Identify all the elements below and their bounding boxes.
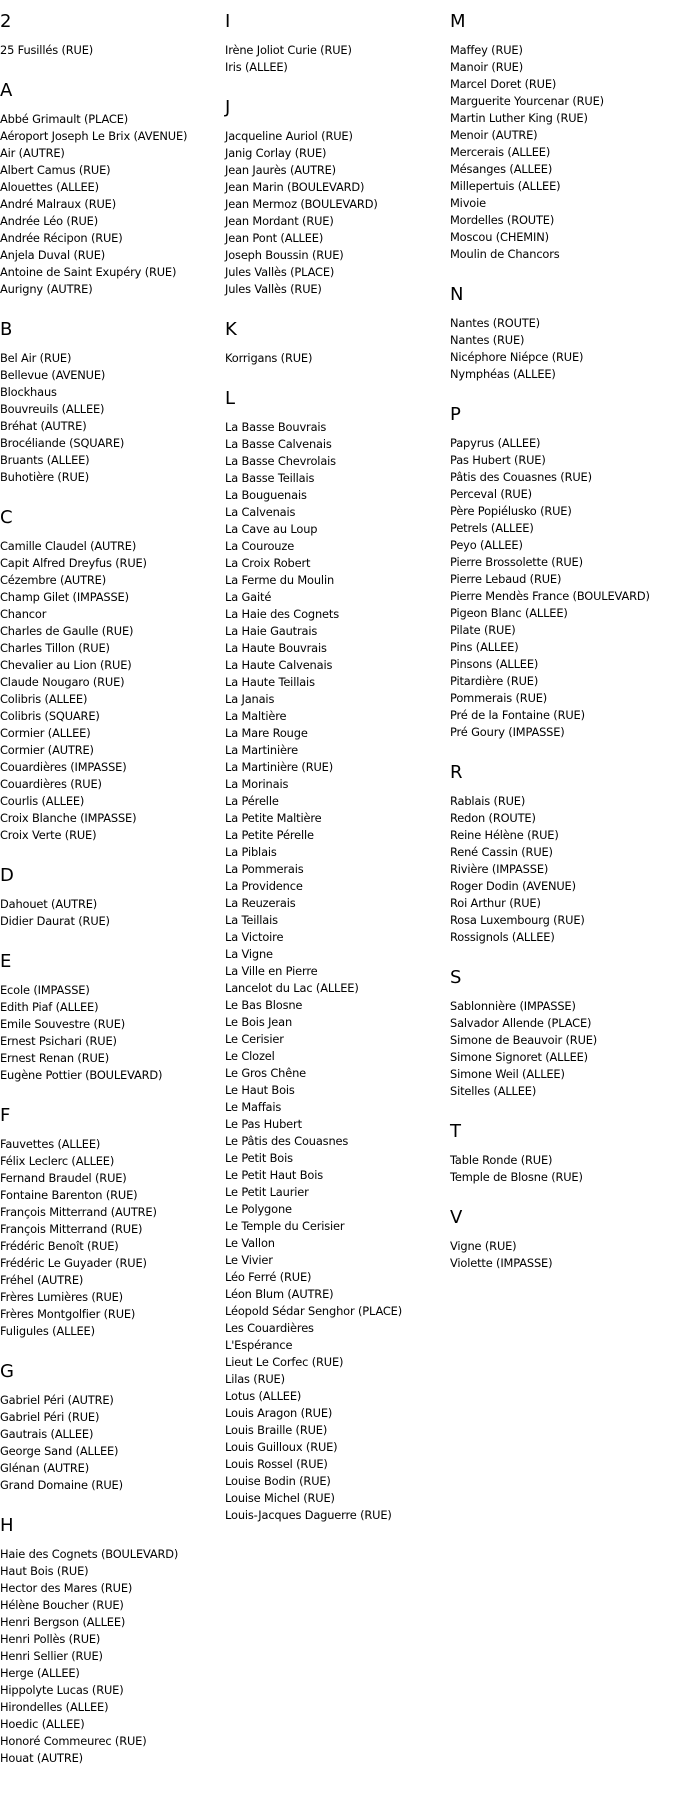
letter-section (0, 80, 222, 298)
letter-section (450, 11, 675, 263)
street-list (0, 111, 222, 298)
street-name: François Mitterrand (AUTRE) (0, 1205, 157, 1219)
street-name: Félix Leclerc (ALLEE) (0, 1154, 115, 1168)
street-list (225, 350, 450, 367)
street-index-column-1 (0, 0, 222, 1767)
street-name: Edith Piaf (ALLEE) (0, 1000, 99, 1014)
street-name: La Teillais (225, 913, 278, 927)
street-name: Le Clozel (225, 1049, 275, 1063)
street-name: La Petite Maltière (225, 811, 322, 825)
street-name: Henri Bergson (ALLEE) (0, 1615, 126, 1629)
street-name: Frédéric Benoît (RUE) (0, 1239, 119, 1253)
street-name: Pierre Brossolette (RUE) (450, 555, 583, 569)
street-name: Jules Vallès (PLACE) (225, 265, 335, 279)
street-name: Albert Camus (RUE) (0, 163, 111, 177)
street-name: La Bouguenais (225, 488, 307, 502)
street-name: Anjela Duval (RUE) (0, 248, 106, 262)
street-name: Buhotière (RUE) (0, 470, 90, 484)
street-name: Ernest Renan (RUE) (0, 1051, 110, 1065)
street-name: Bouvreuils (ALLEE) (0, 402, 105, 416)
street-name: Charles de Gaulle (RUE) (0, 624, 134, 638)
letter-section (450, 284, 675, 383)
street-name: Nicéphore Niépce (RUE) (450, 350, 584, 364)
street-name: Alouettes (ALLEE) (0, 180, 99, 194)
street-list (225, 419, 450, 1524)
section-letter-heading: M (450, 11, 466, 32)
street-name: 25 Fusillés (RUE) (0, 43, 94, 57)
section-letter-heading: K (225, 319, 237, 340)
street-list (0, 1546, 222, 1767)
street-name: La Ferme du Moulin (225, 573, 335, 587)
street-list (225, 128, 450, 298)
street-list (0, 1136, 222, 1340)
street-name: Rablais (RUE) (450, 794, 526, 808)
street-name: Frères Montgolfier (RUE) (0, 1307, 136, 1321)
street-name: Manoir (RUE) (450, 60, 524, 74)
street-name: Pins (ALLEE) (450, 640, 519, 654)
street-name: Frédéric Le Guyader (RUE) (0, 1256, 147, 1270)
street-name: Dahouet (AUTRE) (0, 897, 98, 911)
street-name: Roi Arthur (RUE) (450, 896, 541, 910)
street-name: Cézembre (AUTRE) (0, 573, 107, 587)
street-name: Léon Blum (AUTRE) (225, 1287, 334, 1301)
street-list (0, 982, 222, 1084)
street-name: Roger Dodin (AVENUE) (450, 879, 576, 893)
street-name: Grand Domaine (RUE) (0, 1478, 123, 1492)
letter-section (225, 319, 450, 367)
street-index-column-3 (450, 0, 675, 1272)
letter-section (0, 1515, 222, 1767)
street-name: La Cave au Loup (225, 522, 318, 536)
street-name: Louise Bodin (RUE) (225, 1474, 331, 1488)
street-name: Marguerite Yourcenar (RUE) (450, 94, 604, 108)
street-name: Air (AUTRE) (0, 146, 65, 160)
street-list (0, 538, 222, 844)
street-list (0, 350, 222, 486)
street-name: Le Pas Hubert (225, 1117, 302, 1131)
street-name: Le Petit Laurier (225, 1185, 309, 1199)
street-name: Ernest Psichari (RUE) (0, 1034, 117, 1048)
street-name: Pinsons (ALLEE) (450, 657, 539, 671)
street-name: Joseph Boussin (RUE) (225, 248, 344, 262)
street-name: Le Gros Chêne (225, 1066, 307, 1080)
street-name: Mercerais (ALLEE) (450, 145, 551, 159)
street-name: L'Espérance (225, 1338, 293, 1352)
street-name: Louise Michel (RUE) (225, 1491, 335, 1505)
section-letter-heading: I (225, 11, 231, 32)
street-name: George Sand (ALLEE) (0, 1444, 119, 1458)
street-name: Abbé Grimault (PLACE) (0, 112, 129, 126)
street-name: Maffey (RUE) (450, 43, 523, 57)
street-name: Charles Tillon (RUE) (0, 641, 110, 655)
street-name: Sitelles (ALLEE) (450, 1084, 537, 1098)
section-letter-heading: N (450, 284, 464, 305)
street-name: La Mare Rouge (225, 726, 308, 740)
section-letter-heading: T (450, 1121, 461, 1142)
street-name: Moscou (CHEMIN) (450, 230, 549, 244)
section-letter-heading: H (0, 1515, 14, 1536)
street-name: Iris (ALLEE) (225, 60, 288, 74)
street-name: Andrée Récipon (RUE) (0, 231, 123, 245)
street-name: Korrigans (RUE) (225, 351, 313, 365)
street-name: Lieut Le Corfec (RUE) (225, 1355, 344, 1369)
street-name: Temple de Blosne (RUE) (450, 1170, 583, 1184)
street-name: Fauvettes (ALLEE) (0, 1137, 101, 1151)
street-name: Brocéliande (SQUARE) (0, 436, 125, 450)
street-name: La Basse Teillais (225, 471, 315, 485)
street-name: La Basse Calvenais (225, 437, 332, 451)
street-name: Jean Marin (BOULEVARD) (225, 180, 365, 194)
street-name: Reine Hélène (RUE) (450, 828, 559, 842)
street-index-column-2 (225, 0, 450, 1524)
street-name: Courlis (ALLEE) (0, 794, 85, 808)
street-name: Ecole (IMPASSE) (0, 983, 90, 997)
street-name: Louis Guilloux (RUE) (225, 1440, 338, 1454)
street-list (225, 42, 450, 76)
street-name: Irène Joliot Curie (RUE) (225, 43, 352, 57)
street-name: La Piblais (225, 845, 277, 859)
street-name: Salvador Allende (PLACE) (450, 1016, 592, 1030)
street-name: Simone de Beauvoir (RUE) (450, 1033, 598, 1047)
street-name: Bréhat (AUTRE) (0, 419, 87, 433)
street-name: Fernand Braudel (RUE) (0, 1171, 127, 1185)
section-letter-heading: R (450, 762, 463, 783)
street-name: La Basse Chevrolais (225, 454, 336, 468)
street-list (0, 42, 222, 59)
street-name: Lancelot du Lac (ALLEE) (225, 981, 359, 995)
street-name: La Haie des Cognets (225, 607, 340, 621)
street-name: La Maltière (225, 709, 287, 723)
street-name: François Mitterrand (RUE) (0, 1222, 143, 1236)
street-name: Capit Alfred Dreyfus (RUE) (0, 556, 147, 570)
street-name: Nantes (ROUTE) (450, 316, 540, 330)
street-name: Glénan (AUTRE) (0, 1461, 90, 1475)
street-name: Pierre Mendès France (BOULEVARD) (450, 589, 650, 603)
section-letter-heading: C (0, 507, 13, 528)
street-list (450, 1238, 675, 1272)
street-name: Frères Lumières (RUE) (0, 1290, 123, 1304)
street-list (450, 435, 675, 741)
letter-section (450, 967, 675, 1100)
section-letter-heading: G (0, 1361, 14, 1382)
street-name: Emile Souvestre (RUE) (0, 1017, 126, 1031)
letter-section (450, 762, 675, 946)
street-name: Le Petit Bois (225, 1151, 293, 1165)
street-name: Haie des Cognets (BOULEVARD) (0, 1547, 179, 1561)
street-name: Pommerais (RUE) (450, 691, 548, 705)
street-name: Pâtis des Couasnes (RUE) (450, 470, 592, 484)
section-letter-heading: E (0, 951, 12, 972)
letter-section (0, 319, 222, 486)
street-name: La Calvenais (225, 505, 296, 519)
street-name: Jean Jaurès (AUTRE) (225, 163, 336, 177)
street-name: Louis Aragon (RUE) (225, 1406, 333, 1420)
street-name: La Providence (225, 879, 303, 893)
street-name: Pré de la Fontaine (RUE) (450, 708, 585, 722)
street-name: Croix Blanche (IMPASSE) (0, 811, 137, 825)
street-name: Aéroport Joseph Le Brix (AVENUE) (0, 129, 188, 143)
street-name: Le Bas Blosne (225, 998, 303, 1012)
street-name: Bruants (ALLEE) (0, 453, 90, 467)
street-name: Millepertuis (ALLEE) (450, 179, 561, 193)
street-list (450, 42, 675, 263)
street-name: Rivière (IMPASSE) (450, 862, 549, 876)
street-name: Le Bois Jean (225, 1015, 293, 1029)
street-name: La Haute Teillais (225, 675, 315, 689)
street-name: Bel Air (RUE) (0, 351, 72, 365)
section-letter-heading: F (0, 1105, 11, 1126)
street-name: La Courouze (225, 539, 295, 553)
section-letter-heading: J (225, 97, 231, 118)
street-name: René Cassin (RUE) (450, 845, 553, 859)
street-name: La Haute Bouvrais (225, 641, 327, 655)
street-name: Hoedic (ALLEE) (0, 1717, 85, 1731)
street-name: Louis-Jacques Daguerre (RUE) (225, 1508, 392, 1522)
street-name: Papyrus (ALLEE) (450, 436, 541, 450)
street-name: Léopold Sédar Senghor (PLACE) (225, 1304, 403, 1318)
letter-section (0, 11, 222, 59)
street-name: Louis Rossel (RUE) (225, 1457, 328, 1471)
street-name: Mésanges (ALLEE) (450, 162, 553, 176)
street-name: Le Cerisier (225, 1032, 284, 1046)
street-name: Cormier (ALLEE) (0, 726, 91, 740)
street-name: Haut Bois (RUE) (0, 1564, 89, 1578)
street-name: André Malraux (RUE) (0, 197, 117, 211)
street-name: Sablonnière (IMPASSE) (450, 999, 576, 1013)
street-list (450, 793, 675, 946)
street-name: Chevalier au Lion (RUE) (0, 658, 132, 672)
letter-section (225, 11, 450, 76)
street-name: Mordelles (ROUTE) (450, 213, 555, 227)
letter-section (0, 865, 222, 930)
street-name: Le Maffais (225, 1100, 282, 1114)
street-name: Camille Claudel (AUTRE) (0, 539, 137, 553)
letter-section (0, 1105, 222, 1340)
street-name: Petrels (ALLEE) (450, 521, 534, 535)
street-name: Fréhel (AUTRE) (0, 1273, 84, 1287)
street-name: Pigeon Blanc (ALLEE) (450, 606, 568, 620)
street-name: La Petite Pérelle (225, 828, 314, 842)
street-name: Nantes (RUE) (450, 333, 525, 347)
street-name: Henri Pollès (RUE) (0, 1632, 101, 1646)
street-name: Menoir (AUTRE) (450, 128, 538, 142)
letter-section (450, 1121, 675, 1186)
street-name: Les Couardières (225, 1321, 314, 1335)
street-name: Henri Sellier (RUE) (0, 1649, 103, 1663)
street-name: La Haute Calvenais (225, 658, 333, 672)
street-name: Le Petit Haut Bois (225, 1168, 323, 1182)
street-name: Fontaine Barenton (RUE) (0, 1188, 138, 1202)
street-name: La Victoire (225, 930, 284, 944)
street-name: Jacqueline Auriol (RUE) (225, 129, 353, 143)
street-name: Blockhaus (0, 385, 57, 399)
street-name: Louis Braille (RUE) (225, 1423, 328, 1437)
street-name: Jean Mermoz (BOULEVARD) (225, 197, 378, 211)
section-letter-heading: B (0, 319, 13, 340)
street-name: Vigne (RUE) (450, 1239, 517, 1253)
street-name: Peyo (ALLEE) (450, 538, 523, 552)
street-name: Colibris (SQUARE) (0, 709, 100, 723)
letter-section (225, 97, 450, 298)
street-name: Hélène Boucher (RUE) (0, 1598, 124, 1612)
street-name: Rossignols (ALLEE) (450, 930, 555, 944)
street-name: Jean Mordant (RUE) (225, 214, 334, 228)
street-name: Claude Nougaro (RUE) (0, 675, 125, 689)
street-name: Houat (AUTRE) (0, 1751, 83, 1765)
section-letter-heading: P (450, 404, 461, 425)
section-letter-heading: L (225, 388, 236, 409)
street-name: Aurigny (AUTRE) (0, 282, 93, 296)
street-name: Lotus (ALLEE) (225, 1389, 302, 1403)
street-name: Le Pâtis des Couasnes (225, 1134, 349, 1148)
street-name: Cormier (AUTRE) (0, 743, 94, 757)
street-name: Le Haut Bois (225, 1083, 295, 1097)
letter-section (225, 388, 450, 1524)
street-list (0, 896, 222, 930)
street-name: Champ Gilet (IMPASSE) (0, 590, 129, 604)
street-name: La Martinière (225, 743, 298, 757)
street-name: Pilate (RUE) (450, 623, 516, 637)
street-name: Le Vivier (225, 1253, 273, 1267)
street-name: Hirondelles (ALLEE) (0, 1700, 109, 1714)
street-name: Le Polygone (225, 1202, 292, 1216)
street-name: Mivoie (450, 196, 486, 210)
street-name: Rosa Luxembourg (RUE) (450, 913, 585, 927)
street-name: Jules Vallès (RUE) (225, 282, 322, 296)
street-list (450, 315, 675, 383)
street-name: La Gaité (225, 590, 272, 604)
street-name: Gabriel Péri (RUE) (0, 1410, 100, 1424)
street-name: Eugène Pottier (BOULEVARD) (0, 1068, 163, 1082)
street-name: Pierre Lebaud (RUE) (450, 572, 562, 586)
street-name: Janig Corlay (RUE) (225, 146, 327, 160)
street-name: Le Temple du Cerisier (225, 1219, 345, 1233)
street-name: Le Vallon (225, 1236, 275, 1250)
street-name: Pitardière (RUE) (450, 674, 539, 688)
street-name: La Haie Gautrais (225, 624, 318, 638)
section-letter-heading: V (450, 1207, 463, 1228)
street-name: La Basse Bouvrais (225, 420, 327, 434)
street-name: La Pérelle (225, 794, 279, 808)
street-name: La Martinière (RUE) (225, 760, 334, 774)
street-list (0, 1392, 222, 1494)
street-name: Père Popiélusko (RUE) (450, 504, 572, 518)
street-name: Lilas (RUE) (225, 1372, 285, 1386)
street-name: Pré Goury (IMPASSE) (450, 725, 565, 739)
letter-section (0, 507, 222, 844)
street-name: Gautrais (ALLEE) (0, 1427, 94, 1441)
street-name: Couardières (IMPASSE) (0, 760, 127, 774)
street-name: La Reuzerais (225, 896, 296, 910)
letter-section (0, 1361, 222, 1494)
street-list (450, 1152, 675, 1186)
street-name: Nymphéas (ALLEE) (450, 367, 556, 381)
street-name: Table Ronde (RUE) (450, 1153, 553, 1167)
street-name: Herge (ALLEE) (0, 1666, 80, 1680)
street-name: Chancor (0, 607, 47, 621)
section-letter-heading: S (450, 967, 462, 988)
section-letter-heading: A (0, 80, 13, 101)
street-name: La Janais (225, 692, 275, 706)
section-letter-heading: 2 (0, 11, 12, 32)
street-name: Perceval (RUE) (450, 487, 532, 501)
street-name: Hector des Mares (RUE) (0, 1581, 133, 1595)
street-name: La Morinais (225, 777, 289, 791)
street-name: Bellevue (AVENUE) (0, 368, 106, 382)
street-list (450, 998, 675, 1100)
street-name: Simone Signoret (ALLEE) (450, 1050, 588, 1064)
letter-section (450, 404, 675, 741)
street-name: Couardières (RUE) (0, 777, 102, 791)
street-name: Didier Daurat (RUE) (0, 914, 110, 928)
street-name: Violette (IMPASSE) (450, 1256, 553, 1270)
street-name: Honoré Commeurec (RUE) (0, 1734, 147, 1748)
letter-section (450, 1207, 675, 1272)
street-name: Redon (ROUTE) (450, 811, 536, 825)
street-name: Andrée Léo (RUE) (0, 214, 98, 228)
street-name: Pas Hubert (RUE) (450, 453, 546, 467)
street-name: Martin Luther King (RUE) (450, 111, 588, 125)
street-name: Fuligules (ALLEE) (0, 1324, 95, 1338)
street-name: Simone Weil (ALLEE) (450, 1067, 565, 1081)
street-name: La Vigne (225, 947, 273, 961)
street-name: Jean Pont (ALLEE) (225, 231, 324, 245)
street-name: Marcel Doret (RUE) (450, 77, 557, 91)
street-name: Hippolyte Lucas (RUE) (0, 1683, 124, 1697)
letter-section (0, 951, 222, 1084)
street-name: Moulin de Chancors (450, 247, 560, 261)
street-name: Antoine de Saint Exupéry (RUE) (0, 265, 177, 279)
street-name: Gabriel Péri (AUTRE) (0, 1393, 114, 1407)
street-name: La Pommerais (225, 862, 304, 876)
street-name: La Ville en Pierre (225, 964, 318, 978)
street-name: La Croix Robert (225, 556, 311, 570)
section-letter-heading: D (0, 865, 14, 886)
street-name: Léo Ferré (RUE) (225, 1270, 312, 1284)
street-name: Croix Verte (RUE) (0, 828, 97, 842)
street-name: Colibris (ALLEE) (0, 692, 88, 706)
